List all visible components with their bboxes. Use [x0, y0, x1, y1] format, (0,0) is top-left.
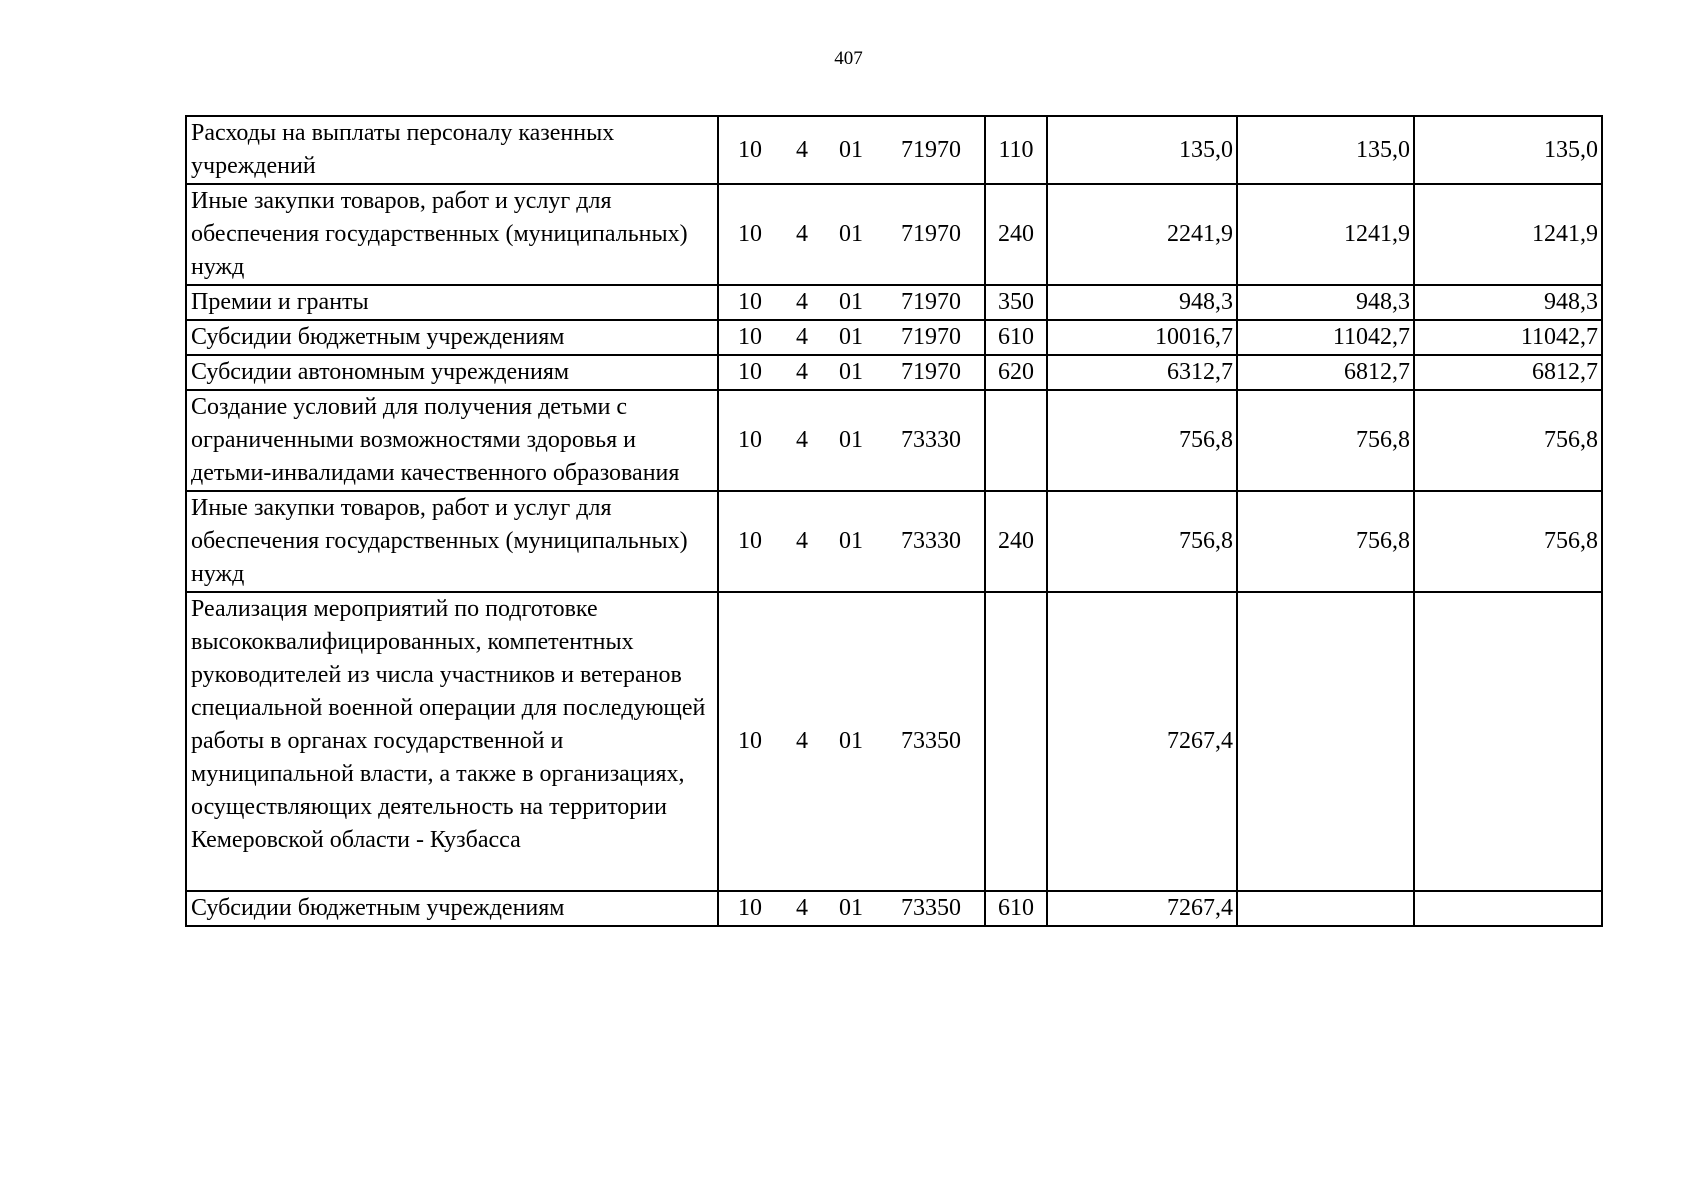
subsection-code: 4	[796, 427, 808, 453]
amount-3	[1414, 592, 1602, 891]
subsection-code: 4	[796, 528, 808, 554]
row-name: Реализация мероприятий по подготовке высококвалифицированных, компетентных руководителей из числа участников и ветеранов специальной военной операции для последующей работы в органах государственной и муниципальной власти, а также в организациях, осуществляющих деятельность на территории Кемеровской области - Кузбасса	[186, 592, 718, 891]
section-code: 10	[738, 728, 762, 754]
row-codes	[718, 390, 985, 491]
amount-3: 756,8	[1414, 491, 1602, 592]
section-code: 10	[738, 359, 762, 385]
program-code: 01	[839, 895, 863, 921]
section-code: 10	[738, 324, 762, 350]
table-row	[186, 116, 1602, 184]
amount-1: 10016,7	[1047, 320, 1237, 355]
direction-code: 71970	[901, 221, 961, 247]
section-code: 10	[738, 289, 762, 315]
table-row	[186, 184, 1602, 285]
subsection-code: 4	[796, 895, 808, 921]
table-row	[186, 285, 1602, 320]
direction-code: 71970	[901, 359, 961, 385]
amount-3: 11042,7	[1414, 320, 1602, 355]
subsection-code: 4	[796, 359, 808, 385]
program-code: 01	[839, 427, 863, 453]
amount-2: 756,8	[1237, 390, 1414, 491]
amount-1: 2241,9	[1047, 184, 1237, 285]
page-number: 407	[834, 48, 863, 69]
row-codes	[718, 491, 985, 592]
section-code: 10	[738, 136, 762, 163]
amount-1: 7267,4	[1047, 592, 1237, 891]
expense-type-code: 610	[985, 891, 1047, 926]
expense-type-code: 610	[985, 320, 1047, 355]
expense-type-code: 240	[985, 184, 1047, 285]
table-row	[186, 390, 1602, 491]
amount-3: 135,0	[1414, 116, 1602, 184]
program-code: 01	[839, 728, 863, 754]
section-code: 10	[738, 895, 762, 921]
expense-type-code: 350	[985, 285, 1047, 320]
amount-2: 948,3	[1237, 285, 1414, 320]
direction-code: 71970	[901, 136, 961, 163]
row-name: Субсидии бюджетным учреждениям	[186, 320, 718, 355]
amount-1: 756,8	[1047, 491, 1237, 592]
amount-1: 948,3	[1047, 285, 1237, 320]
row-codes	[718, 891, 985, 926]
amount-1: 135,0	[1047, 116, 1237, 184]
amount-1: 7267,4	[1047, 891, 1237, 926]
amount-3: 1241,9	[1414, 184, 1602, 285]
row-name: Субсидии автономным учреждениям	[186, 355, 718, 390]
table-row	[186, 891, 1602, 926]
subsection-code: 4	[796, 136, 808, 163]
direction-code: 73330	[901, 427, 961, 453]
direction-code: 73350	[901, 895, 961, 921]
amount-1: 6312,7	[1047, 355, 1237, 390]
expense-type-code: 240	[985, 491, 1047, 592]
table-row	[186, 592, 1602, 891]
amount-3: 6812,7	[1414, 355, 1602, 390]
row-codes	[718, 592, 985, 891]
amount-2	[1237, 891, 1414, 926]
row-name: Иные закупки товаров, работ и услуг для обеспечения государственных (муниципальных) нужд	[186, 491, 718, 592]
amount-2: 756,8	[1237, 491, 1414, 592]
subsection-code: 4	[796, 221, 808, 247]
amount-1: 756,8	[1047, 390, 1237, 491]
subsection-code: 4	[796, 289, 808, 315]
section-code: 10	[738, 528, 762, 554]
direction-code: 71970	[901, 324, 961, 350]
direction-code: 71970	[901, 289, 961, 315]
row-name: Премии и гранты	[186, 285, 718, 320]
amount-2	[1237, 592, 1414, 891]
table-row	[186, 320, 1602, 355]
subsection-code: 4	[796, 324, 808, 350]
program-code: 01	[839, 359, 863, 385]
direction-code: 73330	[901, 528, 961, 554]
budget-table	[185, 115, 1603, 927]
expense-type-code	[985, 592, 1047, 891]
row-name: Иные закупки товаров, работ и услуг для обеспечения государственных (муниципальных) нужд	[186, 184, 718, 285]
program-code: 01	[839, 528, 863, 554]
expense-type-code	[985, 390, 1047, 491]
row-codes	[718, 320, 985, 355]
program-code: 01	[839, 324, 863, 350]
row-codes	[718, 116, 985, 184]
amount-2: 11042,7	[1237, 320, 1414, 355]
row-name: Субсидии бюджетным учреждениям	[186, 891, 718, 926]
amount-2: 6812,7	[1237, 355, 1414, 390]
amount-3	[1414, 891, 1602, 926]
row-codes	[718, 184, 985, 285]
row-codes	[718, 285, 985, 320]
subsection-code: 4	[796, 728, 808, 754]
amount-2: 135,0	[1237, 116, 1414, 184]
amount-3: 756,8	[1414, 390, 1602, 491]
expense-type-code: 620	[985, 355, 1047, 390]
section-code: 10	[738, 221, 762, 247]
expense-type-code: 110	[985, 116, 1047, 184]
section-code: 10	[738, 427, 762, 453]
row-codes	[718, 355, 985, 390]
amount-2: 1241,9	[1237, 184, 1414, 285]
table-row	[186, 491, 1602, 592]
table-row	[186, 355, 1602, 390]
program-code: 01	[839, 289, 863, 315]
program-code: 01	[839, 136, 863, 163]
amount-3: 948,3	[1414, 285, 1602, 320]
row-name: Создание условий для получения детьми с ограниченными возможностями здоровья и детьми-инвалидами качественного образования	[186, 390, 718, 491]
row-name: Расходы на выплаты персоналу казенных учреждений	[186, 116, 718, 184]
direction-code: 73350	[901, 728, 961, 754]
program-code: 01	[839, 221, 863, 247]
